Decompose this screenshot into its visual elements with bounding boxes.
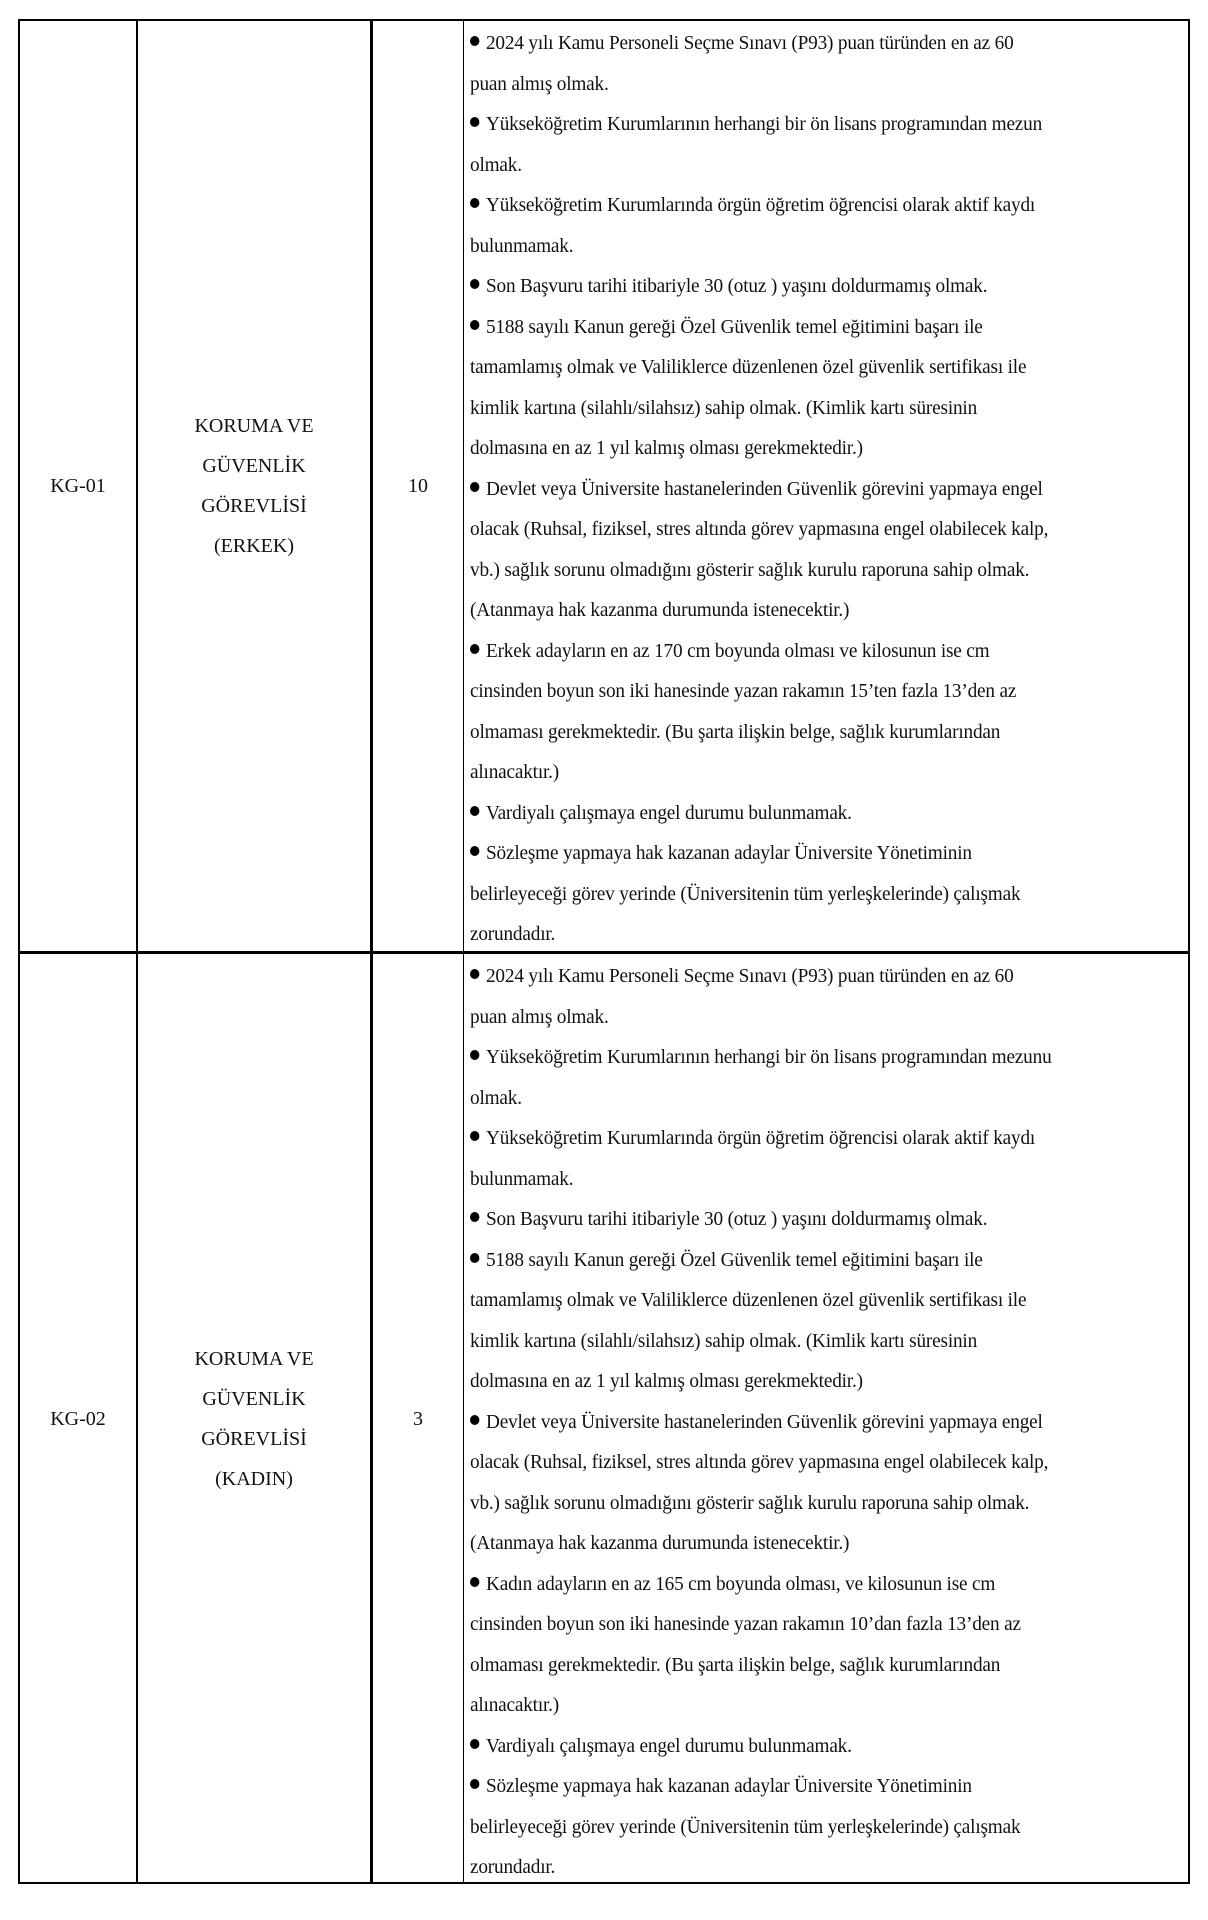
requirements-cell [464,954,1188,1884]
requirement-item-continuation [470,1685,1141,1726]
position-title-cell [138,954,373,1884]
requirement-item [470,1402,1141,1443]
requirement-item [470,266,1141,307]
requirement-text: zorundadır. [470,1856,556,1878]
bullet-icon [470,1415,479,1425]
position-code-cell [20,954,138,1884]
requirement-text: puan almış olmak. [470,1005,609,1028]
requirement-item-continuation [470,428,1141,469]
requirement-text: dolmasına en az 1 yıl kalmış olması gerekmektedir.) [470,1370,863,1392]
requirement-text: 2024 yılı Kamu Personeli Seçme Sınavı (P93) puan türünden en az 60 [485,32,1014,54]
requirement-text: 5188 sayılı Kanun gereği Özel Güvenlik temel eğitimini başarı ile [485,315,983,338]
requirement-text: belirleyeceği görev yerinde (Üniversitenin tüm yerleşkelerinde) çalışmak [470,882,1021,905]
bullet-icon [470,969,479,979]
requirement-item [470,104,1141,145]
position-title-line: GÜVENLİK [202,455,306,477]
requirement-text: Erkek adayların en az 170 cm boyunda olması ve kilosunun ise cm [485,639,990,662]
requirement-text: olacak (Ruhsal, fiziksel, stres altında görev yapmasına engel olabilecek kalp, [470,518,1049,540]
requirement-item [470,631,1141,672]
positions-table [18,19,1190,1884]
requirement-item-continuation [470,1361,1141,1402]
requirement-text: alınacaktır.) [470,761,560,783]
requirement-text: 5188 sayılı Kanun gereği Özel Güvenlik temel eğitimini başarı ile [485,1248,983,1271]
requirement-item-continuation [470,509,1141,550]
requirement-text: cinsinden boyun son iki hanesinde yazan rakamın 15’ten fazla 13’den az [470,680,1017,702]
requirement-item [470,1240,1141,1281]
requirement-item-continuation [470,1078,1141,1119]
requirement-item-continuation [470,1604,1141,1645]
requirement-text: Yükseköğretim Kurumlarında örgün öğretim öğrencisi olarak aktif kaydı [485,194,1036,216]
position-title-line: KORUMA VE [194,415,314,437]
requirement-text: Vardiyalı çalışmaya engel durumu bulunmamak. [485,801,852,824]
requirement-item-continuation [470,671,1141,712]
requirement-text: vb.) sağlık sorunu olmadığını gösterir sağlık kurulu raporuna sahip olmak. [470,1491,1030,1514]
requirement-text: Son Başvuru tarihi itibariyle 30 (otuz ) yaşını doldurmamış olmak. [485,1208,988,1230]
requirement-item [470,833,1141,874]
bullet-icon [470,806,479,816]
requirement-item-continuation [470,145,1141,186]
position-title-line: (ERKEK) [214,535,294,557]
requirement-text: Son Başvuru tarihi itibariyle 30 (otuz ) yaşını doldurmamış olmak. [485,275,988,297]
requirement-item-continuation [470,347,1141,388]
requirement-text: bulunmamak. [470,1167,574,1190]
requirement-item-continuation [470,997,1141,1038]
requirements-list [470,23,1184,955]
bullet-icon [470,1779,479,1789]
bullet-icon [470,846,479,856]
table-row [20,954,1188,1884]
bullet-icon [470,1131,479,1141]
bullet-icon [470,1739,479,1749]
requirement-text: Devlet veya Üniversite hastanelerinden Güvenlik görevini yapmaya engel [485,477,1043,500]
requirement-text: Yükseköğretim Kurumlarında örgün öğretim öğrencisi olarak aktif kaydı [485,1127,1036,1149]
requirement-text: Sözleşme yapmaya hak kazanan adaylar Üniversite Yönetiminin [485,1775,972,1797]
bullet-icon [470,1253,479,1263]
requirement-item-continuation [470,752,1141,793]
requirement-item-continuation [470,64,1141,105]
requirement-item [470,793,1141,834]
position-title-line: GÖREVLİSİ [201,1428,307,1450]
requirement-item-continuation [470,1807,1141,1848]
requirement-item-continuation [470,1645,1141,1686]
requirement-item [470,307,1141,348]
requirement-text: 2024 yılı Kamu Personeli Seçme Sınavı (P93) puan türünden en az 60 [485,965,1014,987]
requirement-item-continuation [470,1159,1141,1200]
requirements-list [470,956,1184,1888]
position-code: KG-01 [50,475,106,497]
requirement-text: Kadın adayların en az 165 cm boyunda olması, ve kilosunun ise cm [485,1572,996,1595]
requirement-item-continuation [470,590,1141,631]
requirement-item-continuation [470,1442,1141,1483]
requirement-text: alınacaktır.) [470,1694,560,1716]
bullet-icon [470,198,479,208]
position-code: KG-02 [50,1408,106,1430]
requirement-text: Sözleşme yapmaya hak kazanan adaylar Üniversite Yönetiminin [485,842,972,864]
requirement-text: Yükseköğretim Kurumlarının herhangi bir ön lisans programından mezunu [485,1046,1052,1068]
position-title-line: GÖREVLİSİ [201,495,307,517]
requirement-item [470,1037,1141,1078]
position-code-cell [20,21,138,951]
position-title [194,1339,313,1499]
requirement-text: olacak (Ruhsal, fiziksel, stres altında görev yapmasına engel olabilecek kalp, [470,1451,1049,1473]
requirement-item-continuation [470,1483,1141,1524]
requirement-text: Devlet veya Üniversite hastanelerinden Güvenlik görevini yapmaya engel [485,1410,1043,1433]
position-title [194,406,313,566]
requirement-text: puan almış olmak. [470,72,609,95]
position-title-line: (KADIN) [215,1468,293,1490]
requirement-text: (Atanmaya hak kazanma durumunda istenecektir.) [470,1532,850,1554]
bullet-icon [470,1577,479,1587]
bullet-icon [470,644,479,654]
requirement-text: tamamlamış olmak ve Valiliklerce düzenlenen özel güvenlik sertifikası ile [470,356,1027,378]
requirement-item [470,1766,1141,1807]
requirement-text: tamamlamış olmak ve Valiliklerce düzenlenen özel güvenlik sertifikası ile [470,1289,1027,1311]
requirement-text: olmaması gerekmektedir. (Bu şarta ilişkin belge, sağlık kurumlarından [470,1653,1001,1676]
requirement-item-continuation [470,1280,1141,1321]
requirement-text: olmak. [470,1086,522,1109]
bullet-icon [470,36,479,46]
requirement-text: zorundadır. [470,923,556,945]
requirement-text: (Atanmaya hak kazanma durumunda istenecektir.) [470,599,850,621]
bullet-icon [470,117,479,127]
bullet-icon [470,279,479,289]
requirement-item [470,1118,1141,1159]
requirement-item [470,469,1141,510]
requirement-text: cinsinden boyun son iki hanesinde yazan rakamın 10’dan fazla 13’den az [470,1613,1021,1635]
requirement-item [470,23,1141,64]
requirement-text: bulunmamak. [470,234,574,257]
requirement-item-continuation [470,226,1141,267]
requirement-item-continuation [470,1847,1141,1888]
requirement-item [470,1726,1141,1767]
requirement-item [470,185,1141,226]
requirement-text: Vardiyalı çalışmaya engel durumu bulunmamak. [485,1734,852,1757]
requirement-text: Yükseköğretim Kurumlarının herhangi bir ön lisans programından mezun [485,113,1043,135]
requirement-item [470,1199,1141,1240]
position-count: 3 [413,1408,423,1430]
position-count: 10 [408,475,428,497]
requirement-text: dolmasına en az 1 yıl kalmış olması gerekmektedir.) [470,437,863,459]
bullet-icon [470,482,479,492]
requirement-text: belirleyeceği görev yerinde (Üniversitenin tüm yerleşkelerinde) çalışmak [470,1815,1021,1838]
requirement-text: kimlik kartına (silahlı/silahsız) sahip olmak. (Kimlik kartı süresinin [470,396,978,419]
position-title-line: KORUMA VE [194,1348,314,1370]
requirement-item [470,1564,1141,1605]
requirement-item-continuation [470,550,1141,591]
requirement-text: olmak. [470,153,522,176]
requirement-item-continuation [470,914,1141,955]
table-row [20,21,1188,954]
requirement-item-continuation [470,1523,1141,1564]
bullet-icon [470,1050,479,1060]
requirement-text: vb.) sağlık sorunu olmadığını gösterir sağlık kurulu raporuna sahip olmak. [470,558,1030,581]
requirements-cell [464,21,1188,951]
bullet-icon [470,1212,479,1222]
position-count-cell [373,954,464,1884]
requirement-item-continuation [470,1321,1141,1362]
requirement-text: olmaması gerekmektedir. (Bu şarta ilişkin belge, sağlık kurumlarından [470,720,1001,743]
requirement-item-continuation [470,874,1141,915]
requirement-text: kimlik kartına (silahlı/silahsız) sahip olmak. (Kimlik kartı süresinin [470,1329,978,1352]
requirement-item-continuation [470,712,1141,753]
requirement-item [470,956,1141,997]
position-title-cell [138,21,373,951]
position-title-line: GÜVENLİK [202,1388,306,1410]
requirement-item-continuation [470,388,1141,429]
bullet-icon [470,320,479,330]
position-count-cell [373,21,464,951]
